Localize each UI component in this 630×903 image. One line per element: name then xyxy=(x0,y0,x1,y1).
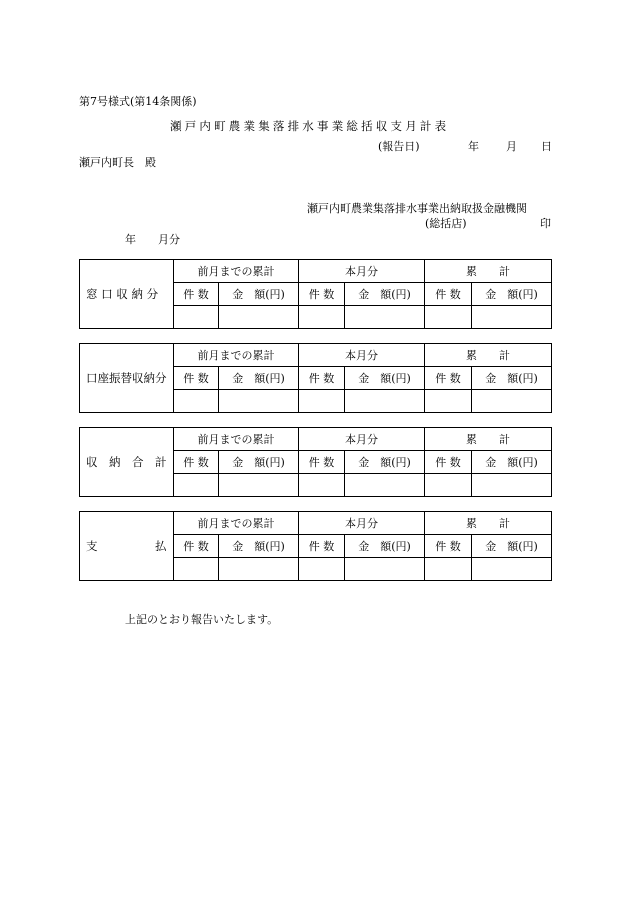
seal-mark: 印 xyxy=(540,217,551,230)
col-amount: 金 額(円) xyxy=(219,451,299,474)
date-day: 日 xyxy=(541,140,552,153)
value-cell[interactable] xyxy=(174,558,219,581)
col-count: 件 数 xyxy=(299,451,345,474)
form-title: 瀬戸内町農業集落排水事業総括収支月計表 xyxy=(170,119,450,133)
value-cell[interactable] xyxy=(219,306,299,329)
value-cell[interactable] xyxy=(174,390,219,413)
value-cell[interactable] xyxy=(472,390,552,413)
col-this-month: 本月分 xyxy=(299,260,425,283)
section-table-receipt-total xyxy=(79,427,552,497)
value-cell[interactable] xyxy=(299,558,345,581)
section-label: 口座振替収納分 xyxy=(80,344,174,413)
section-label: 収 納 合 計 xyxy=(80,428,174,497)
value-cell[interactable] xyxy=(299,390,345,413)
col-prev-cumulative: 前月までの累計 xyxy=(174,344,299,367)
col-count: 件 数 xyxy=(425,451,472,474)
col-cumulative: 累 計 xyxy=(425,512,552,535)
col-count: 件 数 xyxy=(174,367,219,390)
col-cumulative: 累 計 xyxy=(425,344,552,367)
col-amount: 金 額(円) xyxy=(345,451,425,474)
col-count: 件 数 xyxy=(425,367,472,390)
value-cell[interactable] xyxy=(345,390,425,413)
value-cell[interactable] xyxy=(425,390,472,413)
col-amount: 金 額(円) xyxy=(345,535,425,558)
reporting-period: 年 月分 xyxy=(125,233,180,246)
col-count: 件 数 xyxy=(425,535,472,558)
section-label: 支 払 xyxy=(80,512,174,581)
col-amount: 金 額(円) xyxy=(219,367,299,390)
branch-label: (総括店) xyxy=(425,217,467,230)
col-count: 件 数 xyxy=(299,535,345,558)
date-month: 月 xyxy=(506,140,517,153)
col-prev-cumulative: 前月までの累計 xyxy=(174,428,299,451)
col-amount: 金 額(円) xyxy=(219,283,299,306)
section-table-account-transfer xyxy=(79,343,552,413)
value-cell[interactable] xyxy=(299,306,345,329)
value-cell[interactable] xyxy=(174,306,219,329)
form-number: 第7号様式(第14条関係) xyxy=(79,95,197,108)
col-count: 件 数 xyxy=(299,367,345,390)
col-this-month: 本月分 xyxy=(299,428,425,451)
col-amount: 金 額(円) xyxy=(345,283,425,306)
value-cell[interactable] xyxy=(345,558,425,581)
closing-statement: 上記のとおり報告いたします。 xyxy=(125,613,279,626)
col-this-month: 本月分 xyxy=(299,512,425,535)
section-table-payments xyxy=(79,511,552,581)
col-amount: 金 額(円) xyxy=(472,367,552,390)
value-cell[interactable] xyxy=(472,474,552,497)
col-count: 件 数 xyxy=(299,283,345,306)
section-table-window-receipts xyxy=(79,259,552,329)
value-cell[interactable] xyxy=(425,474,472,497)
report-date-label: (報告日) xyxy=(378,140,420,153)
col-count: 件 数 xyxy=(174,451,219,474)
value-cell[interactable] xyxy=(345,474,425,497)
value-cell[interactable] xyxy=(219,474,299,497)
value-cell[interactable] xyxy=(425,558,472,581)
col-amount: 金 額(円) xyxy=(345,367,425,390)
col-count: 件 数 xyxy=(174,535,219,558)
col-amount: 金 額(円) xyxy=(219,535,299,558)
value-cell[interactable] xyxy=(425,306,472,329)
col-amount: 金 額(円) xyxy=(472,451,552,474)
value-cell[interactable] xyxy=(174,474,219,497)
col-prev-cumulative: 前月までの累計 xyxy=(174,512,299,535)
value-cell[interactable] xyxy=(219,558,299,581)
value-cell[interactable] xyxy=(219,390,299,413)
section-label: 窓 口 収 納 分 xyxy=(80,260,174,329)
col-amount: 金 額(円) xyxy=(472,283,552,306)
col-this-month: 本月分 xyxy=(299,344,425,367)
col-count: 件 数 xyxy=(174,283,219,306)
col-cumulative: 累 計 xyxy=(425,260,552,283)
addressee: 瀬戸内町長 殿 xyxy=(79,156,156,169)
col-amount: 金 額(円) xyxy=(472,535,552,558)
value-cell[interactable] xyxy=(472,306,552,329)
value-cell[interactable] xyxy=(299,474,345,497)
value-cell[interactable] xyxy=(345,306,425,329)
institution-name: 瀬戸内町農業集落排水事業出納取扱金融機関 xyxy=(307,202,527,215)
col-count: 件 数 xyxy=(425,283,472,306)
col-prev-cumulative: 前月までの累計 xyxy=(174,260,299,283)
value-cell[interactable] xyxy=(472,558,552,581)
col-cumulative: 累 計 xyxy=(425,428,552,451)
date-year: 年 xyxy=(468,140,479,153)
